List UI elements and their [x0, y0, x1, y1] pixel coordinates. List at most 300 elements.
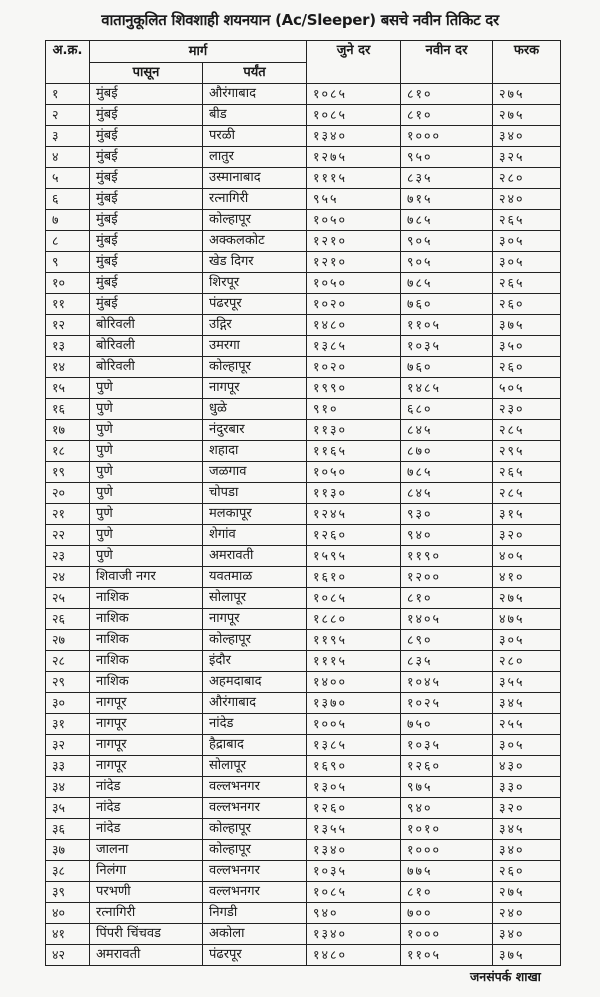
cell-to: हैद्राबाद	[203, 735, 307, 756]
cell-new-rate: ८४५	[401, 420, 493, 441]
cell-old-rate: १०३५	[307, 861, 401, 882]
cell-difference: २८५	[493, 483, 561, 504]
cell-old-rate: १०८५	[307, 105, 401, 126]
cell-difference: ३७५	[493, 945, 561, 966]
cell-from: पुणे	[90, 420, 203, 441]
cell-sr-no: २५	[46, 588, 90, 609]
cell-from: पुणे	[90, 462, 203, 483]
cell-to: खेड दिगर	[203, 252, 307, 273]
cell-difference: २८५	[493, 420, 561, 441]
cell-difference: ३३०	[493, 777, 561, 798]
cell-new-rate: ८१०	[401, 105, 493, 126]
cell-sr-no: १०	[46, 273, 90, 294]
table-row	[46, 336, 561, 357]
table-row	[46, 903, 561, 924]
cell-old-rate: १०५०	[307, 210, 401, 231]
cell-new-rate: ६८०	[401, 399, 493, 420]
cell-new-rate: ८३५	[401, 168, 493, 189]
cell-sr-no: ३६	[46, 819, 90, 840]
cell-old-rate: १३४०	[307, 840, 401, 861]
cell-difference: २९५	[493, 441, 561, 462]
cell-to: निगडी	[203, 903, 307, 924]
cell-sr-no: २२	[46, 525, 90, 546]
cell-sr-no: ९	[46, 252, 90, 273]
cell-difference: २६५	[493, 462, 561, 483]
table-row	[46, 840, 561, 861]
cell-to: औरंगाबाद	[203, 693, 307, 714]
table-row	[46, 441, 561, 462]
cell-new-rate: १०००	[401, 126, 493, 147]
table-row	[46, 630, 561, 651]
table-row	[46, 189, 561, 210]
cell-old-rate: १२६०	[307, 525, 401, 546]
cell-sr-no: ७	[46, 210, 90, 231]
cell-from: पुणे	[90, 441, 203, 462]
table-row	[46, 84, 561, 105]
cell-sr-no: ४०	[46, 903, 90, 924]
cell-to: वल्लभनगर	[203, 882, 307, 903]
cell-new-rate: १०००	[401, 924, 493, 945]
cell-to: शिरपूर	[203, 273, 307, 294]
cell-from: मुंबई	[90, 84, 203, 105]
table-row	[46, 567, 561, 588]
table-row	[46, 210, 561, 231]
cell-new-rate: १२६०	[401, 756, 493, 777]
cell-old-rate: १०५०	[307, 273, 401, 294]
cell-sr-no: १४	[46, 357, 90, 378]
cell-difference: ३०५	[493, 252, 561, 273]
cell-to: रत्नागिरी	[203, 189, 307, 210]
cell-sr-no: ४१	[46, 924, 90, 945]
cell-difference: ४७५	[493, 609, 561, 630]
cell-new-rate: १२००	[401, 567, 493, 588]
cell-new-rate: ११९०	[401, 546, 493, 567]
cell-old-rate: १६१०	[307, 567, 401, 588]
table-row	[46, 525, 561, 546]
cell-to: मलकापूर	[203, 504, 307, 525]
cell-new-rate: ९४०	[401, 525, 493, 546]
table-row	[46, 252, 561, 273]
cell-difference: २७५	[493, 84, 561, 105]
cell-to: वल्लभनगर	[203, 798, 307, 819]
cell-from: शिवाजी नगर	[90, 567, 203, 588]
cell-old-rate: १३४०	[307, 126, 401, 147]
cell-sr-no: २१	[46, 504, 90, 525]
cell-to: यवतमाळ	[203, 567, 307, 588]
cell-difference: २५५	[493, 714, 561, 735]
cell-from: निलंगा	[90, 861, 203, 882]
cell-to: सोलापूर	[203, 756, 307, 777]
cell-sr-no: ३८	[46, 861, 90, 882]
cell-new-rate: ७६०	[401, 294, 493, 315]
cell-sr-no: ३४	[46, 777, 90, 798]
cell-old-rate: १२६०	[307, 798, 401, 819]
cell-to: वल्लभनगर	[203, 861, 307, 882]
cell-from: मुंबई	[90, 294, 203, 315]
cell-new-rate: ७८५	[401, 210, 493, 231]
cell-new-rate: ९०५	[401, 252, 493, 273]
table-row	[46, 483, 561, 504]
cell-old-rate: १९९०	[307, 378, 401, 399]
cell-difference: २६०	[493, 357, 561, 378]
cell-from: नागपूर	[90, 693, 203, 714]
cell-from: मुंबई	[90, 252, 203, 273]
cell-to: कोल्हापूर	[203, 630, 307, 651]
cell-old-rate: १००५	[307, 714, 401, 735]
cell-new-rate: १०१०	[401, 819, 493, 840]
cell-old-rate: १३७०	[307, 693, 401, 714]
cell-from: पुणे	[90, 378, 203, 399]
cell-from: पुणे	[90, 546, 203, 567]
cell-to: अकोला	[203, 924, 307, 945]
cell-new-rate: ९७५	[401, 777, 493, 798]
cell-old-rate: १२१०	[307, 252, 401, 273]
cell-sr-no: २६	[46, 609, 90, 630]
cell-new-rate: ७००	[401, 903, 493, 924]
cell-from: नांदेड	[90, 777, 203, 798]
table-row	[46, 147, 561, 168]
cell-new-rate: ८९०	[401, 630, 493, 651]
cell-sr-no: १९	[46, 462, 90, 483]
cell-difference: ४३०	[493, 756, 561, 777]
cell-old-rate: ९४०	[307, 903, 401, 924]
cell-from: नाशिक	[90, 651, 203, 672]
cell-old-rate: ११६५	[307, 441, 401, 462]
table-row	[46, 546, 561, 567]
cell-from: बोरिवली	[90, 357, 203, 378]
cell-new-rate: ११०५	[401, 945, 493, 966]
cell-difference: २७५	[493, 588, 561, 609]
cell-new-rate: ९४०	[401, 798, 493, 819]
cell-difference: २३०	[493, 399, 561, 420]
cell-old-rate: १८८०	[307, 609, 401, 630]
cell-sr-no: ४	[46, 147, 90, 168]
cell-to: अक्कलकोट	[203, 231, 307, 252]
cell-to: परळी	[203, 126, 307, 147]
table-row	[46, 735, 561, 756]
cell-to: कोल्हापूर	[203, 819, 307, 840]
header-from: पासून	[90, 63, 203, 84]
cell-old-rate: १०८५	[307, 882, 401, 903]
cell-to: लातुर	[203, 147, 307, 168]
table-row	[46, 777, 561, 798]
cell-to: चोपडा	[203, 483, 307, 504]
cell-difference: ३०५	[493, 231, 561, 252]
cell-sr-no: ६	[46, 189, 90, 210]
cell-difference: २६०	[493, 861, 561, 882]
cell-difference: २७५	[493, 105, 561, 126]
cell-old-rate: ११३०	[307, 420, 401, 441]
cell-new-rate: ११०५	[401, 315, 493, 336]
cell-to: कोल्हापूर	[203, 840, 307, 861]
cell-new-rate: ८१०	[401, 84, 493, 105]
cell-to: औरंगाबाद	[203, 84, 307, 105]
cell-sr-no: २३	[46, 546, 90, 567]
cell-difference: ३०५	[493, 630, 561, 651]
cell-sr-no: ८	[46, 231, 90, 252]
cell-difference: २४०	[493, 189, 561, 210]
cell-to: जळगाव	[203, 462, 307, 483]
cell-from: नाशिक	[90, 630, 203, 651]
cell-from: मुंबई	[90, 189, 203, 210]
cell-difference: ३४०	[493, 126, 561, 147]
cell-old-rate: १३८५	[307, 735, 401, 756]
table-row	[46, 399, 561, 420]
cell-difference: ३४०	[493, 840, 561, 861]
cell-old-rate: १३०५	[307, 777, 401, 798]
header-difference: फरक	[493, 41, 561, 84]
cell-old-rate: ११३०	[307, 483, 401, 504]
cell-new-rate: ८४५	[401, 483, 493, 504]
cell-new-rate: १०४५	[401, 672, 493, 693]
cell-old-rate: १२१०	[307, 231, 401, 252]
cell-to: नागपूर	[203, 378, 307, 399]
table-row	[46, 588, 561, 609]
header-to: पर्यंत	[203, 63, 307, 84]
cell-sr-no: २४	[46, 567, 90, 588]
cell-difference: २६५	[493, 210, 561, 231]
cell-sr-no: ३०	[46, 693, 90, 714]
cell-sr-no: १२	[46, 315, 90, 336]
cell-sr-no: ११	[46, 294, 90, 315]
cell-old-rate: ११९५	[307, 630, 401, 651]
cell-old-rate: १६९०	[307, 756, 401, 777]
cell-to: नंदुरबार	[203, 420, 307, 441]
cell-from: पुणे	[90, 483, 203, 504]
table-row	[46, 756, 561, 777]
cell-difference: ३७५	[493, 315, 561, 336]
cell-difference: २६०	[493, 294, 561, 315]
cell-to: शहादा	[203, 441, 307, 462]
cell-from: नाशिक	[90, 609, 203, 630]
cell-to: नांदेड	[203, 714, 307, 735]
fare-table	[45, 40, 561, 966]
cell-sr-no: १७	[46, 420, 90, 441]
cell-from: पुणे	[90, 399, 203, 420]
cell-old-rate: १११५	[307, 168, 401, 189]
cell-sr-no: २८	[46, 651, 90, 672]
table-row	[46, 273, 561, 294]
cell-old-rate: १२४५	[307, 504, 401, 525]
table-row	[46, 861, 561, 882]
cell-new-rate: १०३५	[401, 735, 493, 756]
cell-sr-no: ४२	[46, 945, 90, 966]
cell-sr-no: १८	[46, 441, 90, 462]
cell-difference: ३४५	[493, 693, 561, 714]
cell-difference: २८०	[493, 168, 561, 189]
cell-to: उस्मानाबाद	[203, 168, 307, 189]
cell-difference: ३४०	[493, 924, 561, 945]
cell-sr-no: ३३	[46, 756, 90, 777]
cell-to: अमरावती	[203, 546, 307, 567]
cell-sr-no: २	[46, 105, 90, 126]
cell-new-rate: ९३०	[401, 504, 493, 525]
cell-to: नागपूर	[203, 609, 307, 630]
cell-from: नागपूर	[90, 756, 203, 777]
cell-difference: ५०५	[493, 378, 561, 399]
cell-to: कोल्हापूर	[203, 357, 307, 378]
cell-sr-no: ३९	[46, 882, 90, 903]
cell-from: नागपूर	[90, 735, 203, 756]
cell-difference: ३५०	[493, 336, 561, 357]
cell-difference: ३२५	[493, 147, 561, 168]
cell-sr-no: २७	[46, 630, 90, 651]
cell-to: पंढरपूर	[203, 294, 307, 315]
table-row	[46, 105, 561, 126]
cell-from: मुंबई	[90, 231, 203, 252]
cell-new-rate: ७८५	[401, 273, 493, 294]
cell-old-rate: १४८०	[307, 315, 401, 336]
cell-new-rate: ८१०	[401, 882, 493, 903]
cell-new-rate: ७८५	[401, 462, 493, 483]
cell-sr-no: ३१	[46, 714, 90, 735]
cell-new-rate: ७५०	[401, 714, 493, 735]
cell-from: नाशिक	[90, 672, 203, 693]
cell-difference: ३०५	[493, 735, 561, 756]
table-row	[46, 714, 561, 735]
fare-rows	[46, 84, 561, 966]
cell-new-rate: ७७५	[401, 861, 493, 882]
table-row	[46, 357, 561, 378]
cell-new-rate: ८१०	[401, 588, 493, 609]
header-route: मार्ग	[90, 41, 307, 63]
cell-from: मुंबई	[90, 105, 203, 126]
cell-from: मुंबई	[90, 126, 203, 147]
cell-difference: २४०	[493, 903, 561, 924]
cell-difference: ३२०	[493, 525, 561, 546]
cell-difference: ३१५	[493, 504, 561, 525]
cell-from: रत्नागिरी	[90, 903, 203, 924]
cell-difference: ३४५	[493, 819, 561, 840]
cell-old-rate: १०८५	[307, 588, 401, 609]
cell-old-rate: १०८५	[307, 84, 401, 105]
table-row	[46, 420, 561, 441]
cell-from: अमरावती	[90, 945, 203, 966]
table-row	[46, 693, 561, 714]
table-row	[46, 126, 561, 147]
cell-difference: ४०५	[493, 546, 561, 567]
cell-from: मुंबई	[90, 147, 203, 168]
cell-difference: २७५	[493, 882, 561, 903]
cell-to: बीड	[203, 105, 307, 126]
table-row	[46, 798, 561, 819]
cell-old-rate: १४००	[307, 672, 401, 693]
cell-from: बोरिवली	[90, 336, 203, 357]
table-row	[46, 672, 561, 693]
cell-to: सोलापूर	[203, 588, 307, 609]
cell-from: परभणी	[90, 882, 203, 903]
cell-new-rate: ९५०	[401, 147, 493, 168]
cell-to: शेगांव	[203, 525, 307, 546]
cell-old-rate: १०२०	[307, 294, 401, 315]
cell-old-rate: ९१०	[307, 399, 401, 420]
cell-sr-no: ३७	[46, 840, 90, 861]
cell-difference: ३२०	[493, 798, 561, 819]
cell-new-rate: ७१५	[401, 189, 493, 210]
cell-old-rate: १०५०	[307, 462, 401, 483]
table-row	[46, 819, 561, 840]
table-row	[46, 504, 561, 525]
cell-sr-no: ३	[46, 126, 90, 147]
cell-to: वल्लभनगर	[203, 777, 307, 798]
cell-sr-no: १३	[46, 336, 90, 357]
cell-from: पिंपरी चिंचवड	[90, 924, 203, 945]
cell-new-rate: ९०५	[401, 231, 493, 252]
cell-to: पंढरपूर	[203, 945, 307, 966]
table-row	[46, 168, 561, 189]
cell-new-rate: १०००	[401, 840, 493, 861]
header-old-rate: जुने दर	[307, 41, 401, 84]
table-row	[46, 231, 561, 252]
cell-from: बोरिवली	[90, 315, 203, 336]
cell-from: पुणे	[90, 504, 203, 525]
cell-to: उद्गिर	[203, 315, 307, 336]
table-row	[46, 945, 561, 966]
cell-new-rate: ८३५	[401, 651, 493, 672]
cell-to: इंदौर	[203, 651, 307, 672]
cell-to: कोल्हापूर	[203, 210, 307, 231]
cell-new-rate: १४८५	[401, 378, 493, 399]
cell-new-rate: १४०५	[401, 609, 493, 630]
table-row	[46, 609, 561, 630]
cell-old-rate: १५९५	[307, 546, 401, 567]
cell-sr-no: ५	[46, 168, 90, 189]
cell-old-rate: १३४०	[307, 924, 401, 945]
cell-to: अहमदाबाद	[203, 672, 307, 693]
cell-to: उमरगा	[203, 336, 307, 357]
table-row	[46, 315, 561, 336]
cell-from: नागपूर	[90, 714, 203, 735]
cell-sr-no: १६	[46, 399, 90, 420]
cell-from: जालना	[90, 840, 203, 861]
cell-difference: ३५५	[493, 672, 561, 693]
cell-difference: २६५	[493, 273, 561, 294]
cell-new-rate: ८७०	[401, 441, 493, 462]
cell-old-rate: १३५५	[307, 819, 401, 840]
cell-new-rate: ७६०	[401, 357, 493, 378]
cell-from: नाशिक	[90, 588, 203, 609]
cell-sr-no: १	[46, 84, 90, 105]
cell-old-rate: १२७५	[307, 147, 401, 168]
document-title: वातानुकूलित शिवशाही शयनयान (Ac/Sleeper) बसचे नवीन तिकिट दर	[101, 11, 499, 29]
cell-new-rate: १०२५	[401, 693, 493, 714]
cell-difference: ४१०	[493, 567, 561, 588]
cell-from: नांदेड	[90, 798, 203, 819]
cell-new-rate: १०३५	[401, 336, 493, 357]
cell-sr-no: ३५	[46, 798, 90, 819]
cell-old-rate: १०२०	[307, 357, 401, 378]
table-row	[46, 462, 561, 483]
cell-old-rate: १३८५	[307, 336, 401, 357]
cell-from: पुणे	[90, 525, 203, 546]
cell-old-rate: १११५	[307, 651, 401, 672]
table-row	[46, 651, 561, 672]
header-new-rate: नवीन दर	[401, 41, 493, 84]
table-row	[46, 924, 561, 945]
cell-from: मुंबई	[90, 168, 203, 189]
header-sr-no: अ.क्र.	[46, 41, 90, 84]
cell-old-rate: ९५५	[307, 189, 401, 210]
cell-from: मुंबई	[90, 210, 203, 231]
table-row	[46, 378, 561, 399]
cell-from: मुंबई	[90, 273, 203, 294]
cell-from: नांदेड	[90, 819, 203, 840]
cell-old-rate: १४८०	[307, 945, 401, 966]
cell-to: धुळे	[203, 399, 307, 420]
cell-difference: २८०	[493, 651, 561, 672]
table-row	[46, 294, 561, 315]
footer-department: जनसंपर्क शाखा	[470, 969, 541, 984]
